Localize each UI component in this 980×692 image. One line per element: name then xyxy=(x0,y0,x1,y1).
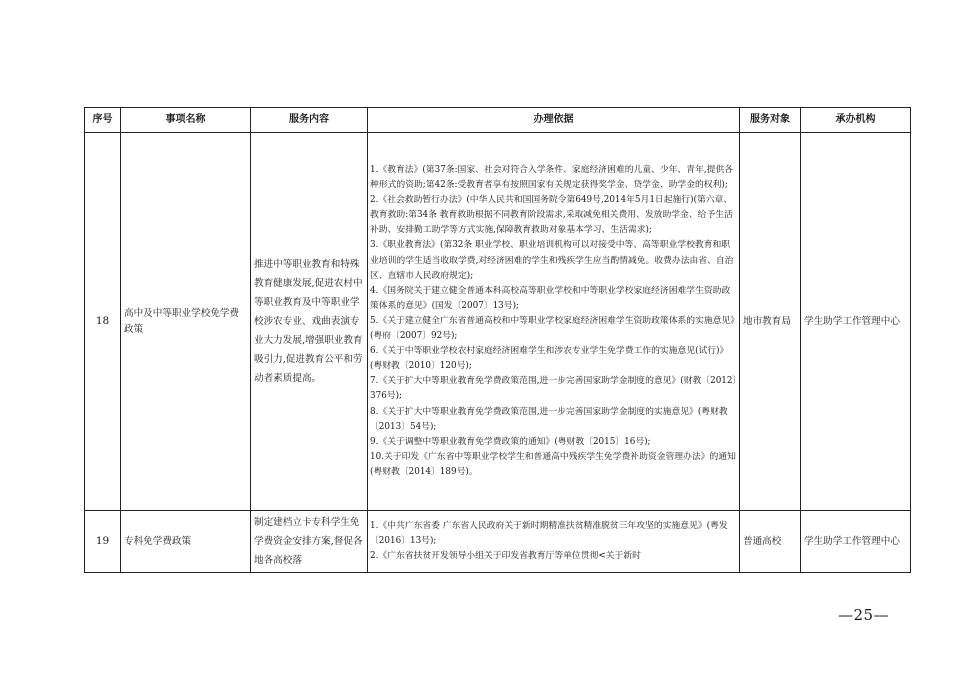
row-index: 18 xyxy=(85,133,121,511)
row-basis xyxy=(368,511,740,573)
basis-line: 2.《社会救助暂行办法》(中华人民共和国国务院令第649号,2014年5月1日起施行)(第六章、教育救助:第34条 教育救助根据不同教育阶段需求,采取减免相关费用、发放助学金、给予生活补助、安排勤工助学等方式实施,保障教育救助对象基本学习、生活需求); xyxy=(370,195,733,236)
basis-line: 4.《国务院关于建立健全普通本科高校高等职业学校和中等职业学校家庭经济困难学生资助政策体系的意见》(国发〔2007〕13号); xyxy=(370,285,731,311)
header-item-name: 事项名称 xyxy=(121,108,251,133)
basis-line: 3.《职业教育法》(第32条 职业学校、职业培训机构可以对接受中等、高等职业学校教育和职业培训的学生适当收取学费,对经济困难的学生和残疾学生应当酌情减免。收费办法由省、自治区、直辖市人民政府规定); xyxy=(370,240,734,281)
row-index: 19 xyxy=(85,511,121,573)
row-service-target: 普通高校 xyxy=(740,511,801,573)
row-item-name: 高中及中等职业学校免学费政策 xyxy=(121,133,251,511)
header-basis: 办理依据 xyxy=(368,108,740,133)
row-service-content: 制定建档立卡专科学生免学费资金安排方案,督促各地各高校落 xyxy=(251,511,368,573)
row-service-target: 地市教育局 xyxy=(740,133,801,511)
header-service-target: 服务对象 xyxy=(740,108,801,133)
header-service-content: 服务内容 xyxy=(251,108,368,133)
table-header-row xyxy=(85,108,911,133)
basis-line: 2.《广东省扶贫开发领导小组关于印发省教育厅等单位贯彻<关于新时 xyxy=(370,551,641,562)
table-row xyxy=(85,133,911,511)
basis-line: 6.《关于中等职业学校农村家庭经济困难学生和涉农专业学生免学费工作的实施意见(试行)》(粤财教〔2010〕120号); xyxy=(370,346,729,372)
row-agency: 学生助学工作管理中心 xyxy=(801,133,911,511)
header-index: 序号 xyxy=(85,108,121,133)
basis-line: 1.《教育法》(第37条:国家、社会对符合入学条件、家庭经济困难的儿童、少年、青年,提供各种形式的资助;第42条:受教育者享有按照国家有关规定获得奖学金、贷学金、助学金的权利); xyxy=(370,165,734,191)
basis-line: 7.《关于扩大中等职业教育免学费政策范围,进一步完善国家助学金制度的意见》(财教〔2012〕376号); xyxy=(370,376,737,402)
basis-line: 9.《关于调整中等职业教育免学费政策的通知》(粤财教〔2015〕16号); xyxy=(370,436,651,447)
basis-line: 10.关于印发《广东省中等职业学校学生和普通高中残疾学生免学费补助资金管理办法》的通知(粤财教〔2014〕189号)。 xyxy=(370,451,736,477)
header-agency: 承办机构 xyxy=(801,108,911,133)
page-number: —25— xyxy=(838,606,890,624)
table-row xyxy=(85,511,911,573)
basis-line: 1.《中共广东省委 广东省人民政府关于新时期精准扶贫精准脱贫三年攻坚的实施意见》(粤发〔2016〕13号); xyxy=(370,520,728,546)
basis-line: 8.《关于扩大中等职业教育免学费政策范围,进一步完善国家助学金制度的实施意见》(粤财教〔2013〕54号); xyxy=(370,406,728,432)
row-basis xyxy=(368,133,740,511)
policy-table xyxy=(84,107,911,573)
row-agency: 学生助学工作管理中心 xyxy=(801,511,911,573)
row-service-content: 推进中等职业教育和特殊教育健康发展,促进农村中等职业教育及中等职业学校涉农专业、戏曲表演专业大力发展,增强职业教育吸引力,促进教育公平和劳动者素质提高。 xyxy=(251,133,368,511)
basis-line: 5.《关于建立健全广东省普通高校和中等职业学校家庭经济困难学生资助政策体系的实施意见》(粤府〔2007〕92号); xyxy=(370,315,735,342)
row-item-name: 专科免学费政策 xyxy=(121,511,251,573)
